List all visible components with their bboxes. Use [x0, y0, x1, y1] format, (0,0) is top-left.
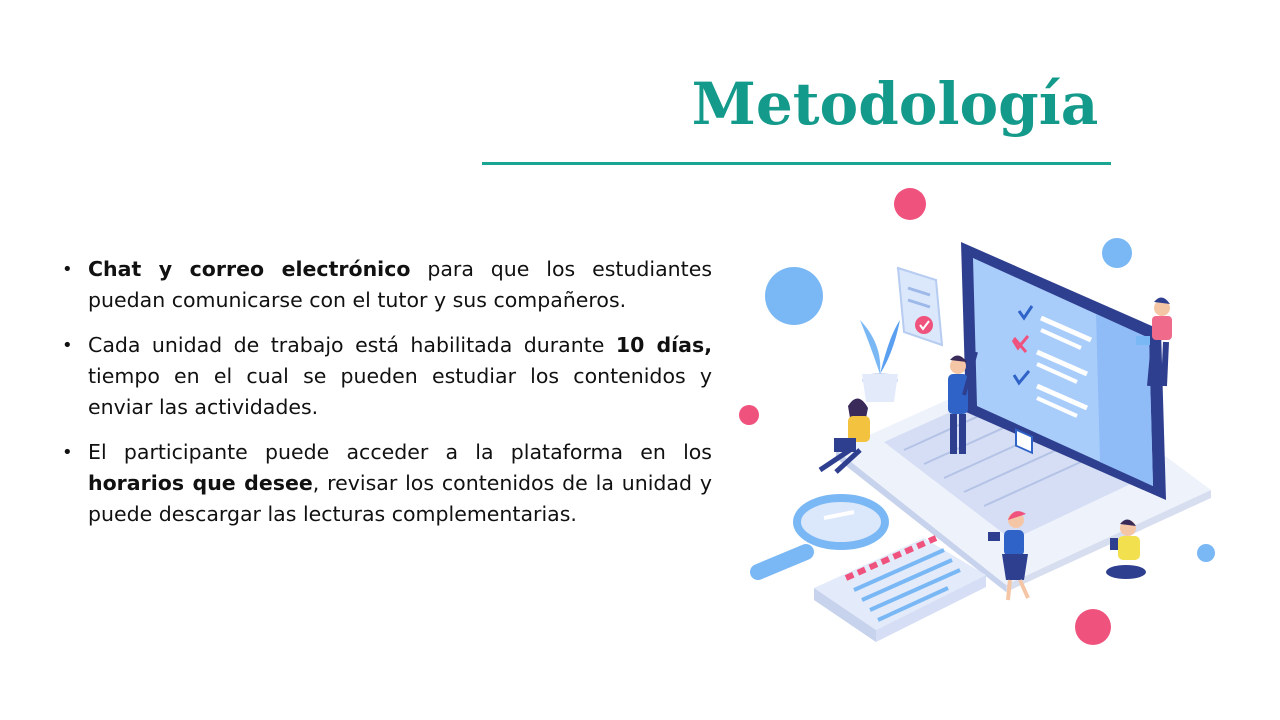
bullet-text: El participante puede acceder a la plataforma en los: [88, 440, 712, 464]
plant-pot-icon: [860, 320, 900, 402]
pink-dot-icon: [894, 188, 926, 220]
bullet-bold: Chat y correo electrónico: [88, 257, 411, 281]
bullet-list: [60, 254, 712, 544]
bullet-bold: 10 días,: [615, 333, 712, 357]
blue-dot-icon: [765, 267, 823, 325]
bullet-text: , revisar los contenidos de la unidad y puede descargar las lecturas complementarias.: [88, 471, 712, 526]
bullet-text: Cada unidad de trabajo está habilitada durante: [88, 333, 616, 357]
blue-dot-icon: [1197, 544, 1215, 562]
bullet-dot: •: [62, 335, 73, 356]
bullet-dot: •: [62, 442, 73, 463]
bullet-item-unit-duration: [60, 330, 712, 423]
bullet-item-schedule: [60, 437, 712, 530]
bullet-dot: •: [62, 259, 73, 280]
online-learning-laptop-illustration-icon: [736, 180, 1216, 655]
bullet-bold: horarios que desee: [88, 471, 313, 495]
floating-document-icon: [898, 268, 942, 345]
title-underline: [482, 162, 1111, 165]
pink-dot-icon: [1075, 609, 1111, 645]
bullet-text: para que los estudiantes puedan comunicarse con el tutor y sus compañeros.: [88, 257, 712, 312]
blue-dot-icon: [1102, 238, 1132, 268]
bullet-item-chat: [60, 254, 712, 316]
bullet-text: tiempo en el cual se pueden estudiar los contenidos y enviar las actividades.: [88, 364, 712, 419]
magnifier-icon: [758, 498, 885, 572]
slide-title: Metodología: [691, 70, 1099, 138]
pink-dot-icon: [739, 405, 759, 425]
